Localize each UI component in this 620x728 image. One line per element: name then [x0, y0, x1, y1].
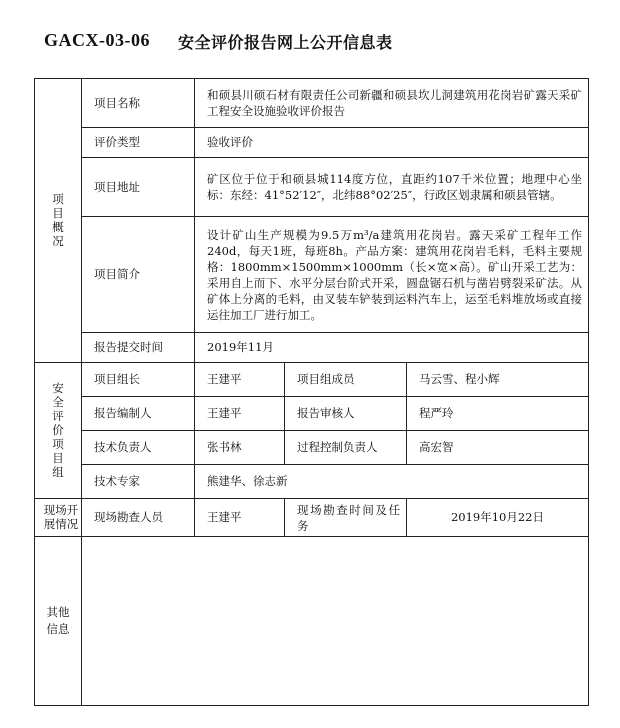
label-project-intro: 项目简介 — [82, 217, 195, 333]
value-team-members: 马云雪、程小辉 — [407, 363, 589, 397]
label-report-writer: 报告编制人 — [82, 397, 195, 431]
row-team-leader — [35, 363, 589, 397]
label-site-inspector: 现场勘查人员 — [82, 499, 195, 537]
value-project-name: 和硕县川硕石材有限责任公司新疆和硕县坎儿洞建筑用花岗岩矿露天采矿工程安全设施验收评价报告 — [195, 79, 589, 128]
document-header — [0, 0, 620, 78]
label-team-members: 项目组成员 — [285, 363, 407, 397]
value-site-time: 2019年10月22日 — [407, 499, 589, 537]
label-tech-lead: 技术负责人 — [82, 431, 195, 465]
label-process-control: 过程控制负责人 — [285, 431, 407, 465]
value-other-info — [82, 537, 589, 706]
info-table — [34, 78, 589, 706]
label-report-date: 报告提交时间 — [82, 333, 195, 363]
label-team-leader: 项目组长 — [82, 363, 195, 397]
row-report-date — [35, 333, 589, 363]
label-site-time: 现场勘查时间及任务 — [285, 499, 407, 537]
value-site-inspector: 王建平 — [195, 499, 285, 537]
label-tech-expert: 技术专家 — [82, 465, 195, 499]
label-project-name: 项目名称 — [82, 79, 195, 128]
value-project-address: 矿区位于位于和硕县城114度方位，直距约107千米位置；地理中心坐标：东经：41°52′12″，北纬88°02′25″，行政区划隶属和硕县管辖。 — [195, 158, 589, 217]
value-eval-type: 验收评价 — [195, 128, 589, 158]
label-report-reviewer: 报告审核人 — [285, 397, 407, 431]
section-team: 安全评价项目组 — [35, 363, 82, 499]
value-report-reviewer: 程严玲 — [407, 397, 589, 431]
value-team-leader: 王建平 — [195, 363, 285, 397]
section-site: 现场开展情况 — [35, 499, 82, 537]
row-tech-lead — [35, 431, 589, 465]
value-report-date: 2019年11月 — [195, 333, 589, 363]
section-overview: 项目概况 — [35, 79, 82, 363]
value-project-intro: 设计矿山生产规模为9.5万m³/a建筑用花岗岩。露天采矿工程年工作240d，每天1班，每班8h。产品方案：建筑用花岗岩毛料，毛料主要规格：1800mm×1500mm×1000mm（长×宽×高）。矿山开采工艺为：采用自上而下、水平分层台阶式开采，圆盘锯石机与凿岩劈裂采矿法。从矿体上分离的毛料，由叉装车铲装到运料汽车上，运至毛料堆放场或直接运往加工厂进行加工。 — [195, 217, 589, 333]
label-project-address: 项目地址 — [82, 158, 195, 217]
row-project-intro — [35, 217, 589, 333]
document-code: GACX-03-06 — [44, 30, 150, 50]
value-tech-lead: 张书林 — [195, 431, 285, 465]
label-eval-type: 评价类型 — [82, 128, 195, 158]
row-other-info — [35, 537, 589, 706]
value-process-control: 高宏智 — [407, 431, 589, 465]
row-report-writer — [35, 397, 589, 431]
row-tech-expert — [35, 465, 589, 499]
row-site-inspection — [35, 499, 589, 537]
row-eval-type — [35, 128, 589, 158]
row-project-address — [35, 158, 589, 217]
document-title: 安全评价报告网上公开信息表 — [178, 33, 393, 52]
section-other: 其他信息 — [35, 537, 82, 706]
row-project-name — [35, 79, 589, 128]
value-tech-expert: 熊建华、徐志新 — [195, 465, 589, 499]
value-report-writer: 王建平 — [195, 397, 285, 431]
